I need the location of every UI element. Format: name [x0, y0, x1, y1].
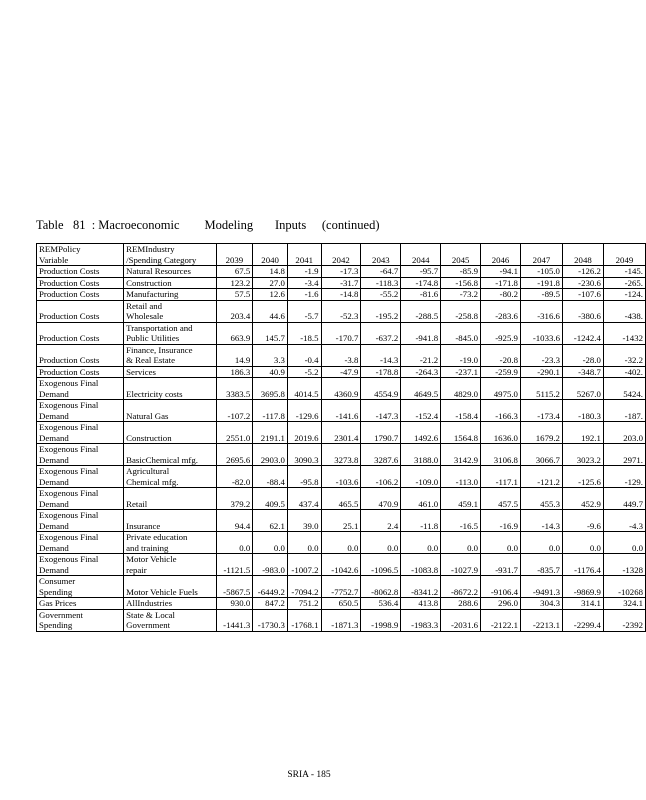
value-cell: -316.6	[520, 300, 562, 322]
value-cell: -11.8	[401, 510, 441, 532]
value-cell: 0.0	[562, 532, 603, 554]
value-cell: -1083.8	[401, 554, 441, 576]
value-cell: 437.4	[287, 488, 321, 510]
value-cell: -180.3	[562, 400, 603, 422]
value-cell: -258.8	[441, 300, 481, 322]
table-row	[37, 289, 646, 301]
value-cell: 1564.8	[441, 422, 481, 444]
policy-variable-cell: Production Costs	[37, 344, 124, 366]
spending-category-cell: Retail	[124, 488, 216, 510]
value-cell: 3023.2	[562, 444, 603, 466]
value-cell: 5115.2	[520, 378, 562, 400]
value-cell: -402.	[603, 366, 645, 378]
header-year: 2039	[216, 244, 253, 266]
value-cell: -1042.6	[321, 554, 361, 576]
value-cell: -1096.5	[361, 554, 401, 576]
macro-inputs-table-wrapper	[36, 243, 643, 632]
value-cell: 14.9	[216, 344, 253, 366]
table-row	[37, 366, 646, 378]
spending-category-cell: Motor Vehicle Fuels	[124, 576, 216, 598]
value-cell: -348.7	[562, 366, 603, 378]
table-row	[37, 598, 646, 610]
value-cell: 452.9	[562, 488, 603, 510]
value-cell: 379.2	[216, 488, 253, 510]
value-cell: -187.	[603, 400, 645, 422]
value-cell: -158.4	[441, 400, 481, 422]
value-cell: -2392	[603, 609, 645, 631]
value-cell: -6449.2	[253, 576, 288, 598]
value-cell: -129.	[603, 466, 645, 488]
value-cell: -8672.2	[441, 576, 481, 598]
value-cell: -106.2	[361, 466, 401, 488]
value-cell: -17.3	[321, 266, 361, 278]
value-cell: 0.0	[481, 532, 521, 554]
value-cell: 0.0	[603, 532, 645, 554]
table-row	[37, 422, 646, 444]
table-row	[37, 609, 646, 631]
value-cell: -14.8	[321, 289, 361, 301]
value-cell: -117.1	[481, 466, 521, 488]
policy-variable-cell: Government Spending	[37, 609, 124, 631]
value-cell: 4975.0	[481, 378, 521, 400]
value-cell: -941.8	[401, 322, 441, 344]
policy-variable-cell: Production Costs	[37, 266, 124, 278]
value-cell: 5424.	[603, 378, 645, 400]
value-cell: -94.1	[481, 266, 521, 278]
value-cell: -145.	[603, 266, 645, 278]
value-cell: 3188.0	[401, 444, 441, 466]
value-cell: -178.8	[361, 366, 401, 378]
policy-variable-cell: Exogenous Final Demand	[37, 422, 124, 444]
value-cell: -31.7	[321, 277, 361, 289]
value-cell: 459.1	[441, 488, 481, 510]
value-cell: -9106.4	[481, 576, 521, 598]
value-cell: -23.3	[520, 344, 562, 366]
policy-variable-cell: Production Costs	[37, 289, 124, 301]
value-cell: -129.6	[287, 400, 321, 422]
value-cell: 1679.2	[520, 422, 562, 444]
table-row	[37, 300, 646, 322]
policy-variable-cell: Exogenous Final Demand	[37, 466, 124, 488]
value-cell: -105.0	[520, 266, 562, 278]
value-cell: 465.5	[321, 488, 361, 510]
value-cell: -3.4	[287, 277, 321, 289]
value-cell: 3287.6	[361, 444, 401, 466]
value-cell: 930.0	[216, 598, 253, 610]
value-cell: 1492.6	[401, 422, 441, 444]
value-cell: 14.8	[253, 266, 288, 278]
value-cell: -1441.3	[216, 609, 253, 631]
spending-category-cell: Transportation and Public Utilities	[124, 322, 216, 344]
value-cell: 461.0	[401, 488, 441, 510]
policy-variable-cell: Production Costs	[37, 322, 124, 344]
policy-variable-cell: Exogenous Final Demand	[37, 510, 124, 532]
value-cell: 57.5	[216, 289, 253, 301]
header-year: 2041	[287, 244, 321, 266]
value-cell: -113.0	[441, 466, 481, 488]
value-cell: -8062.8	[361, 576, 401, 598]
value-cell: 457.5	[481, 488, 521, 510]
spending-category-cell: Agricultural Chemical mfg.	[124, 466, 216, 488]
value-cell: 663.9	[216, 322, 253, 344]
value-cell: 203.0	[603, 422, 645, 444]
spending-category-cell: Manufacturing	[124, 289, 216, 301]
spending-category-cell: Finance, Insurance & Real Estate	[124, 344, 216, 366]
spending-category-cell: Insurance	[124, 510, 216, 532]
table-row	[37, 532, 646, 554]
header-row	[37, 244, 646, 266]
spending-category-cell: Construction	[124, 422, 216, 444]
spending-category-cell: Private education and training	[124, 532, 216, 554]
value-cell: -18.5	[287, 322, 321, 344]
value-cell: -195.2	[361, 300, 401, 322]
table-row	[37, 277, 646, 289]
value-cell: -85.9	[441, 266, 481, 278]
policy-variable-cell: Production Costs	[37, 366, 124, 378]
value-cell: -237.1	[441, 366, 481, 378]
value-cell: 3273.8	[321, 444, 361, 466]
value-cell: 3142.9	[441, 444, 481, 466]
value-cell: 2191.1	[253, 422, 288, 444]
value-cell: 751.2	[287, 598, 321, 610]
policy-variable-cell: Exogenous Final Demand	[37, 444, 124, 466]
table-row	[37, 378, 646, 400]
value-cell: 123.2	[216, 277, 253, 289]
value-cell: -230.6	[562, 277, 603, 289]
value-cell: 314.1	[562, 598, 603, 610]
table-row	[37, 322, 646, 344]
value-cell: -264.3	[401, 366, 441, 378]
value-cell: -14.3	[520, 510, 562, 532]
value-cell: 3383.5	[216, 378, 253, 400]
policy-variable-cell: Exogenous Final Demand	[37, 400, 124, 422]
value-cell: 5267.0	[562, 378, 603, 400]
value-cell: 0.0	[401, 532, 441, 554]
value-cell: -1176.4	[562, 554, 603, 576]
value-cell: -20.8	[481, 344, 521, 366]
value-cell: 3066.7	[520, 444, 562, 466]
value-cell: 203.4	[216, 300, 253, 322]
value-cell: 470.9	[361, 488, 401, 510]
value-cell: -637.2	[361, 322, 401, 344]
value-cell: -125.6	[562, 466, 603, 488]
macro-inputs-table	[36, 243, 646, 632]
value-cell: -2213.1	[520, 609, 562, 631]
value-cell: -28.0	[562, 344, 603, 366]
value-cell: 0.0	[321, 532, 361, 554]
header-year: 2047	[520, 244, 562, 266]
value-cell: -147.3	[361, 400, 401, 422]
value-cell: 650.5	[321, 598, 361, 610]
header-year: 2042	[321, 244, 361, 266]
header-year: 2048	[562, 244, 603, 266]
value-cell: 847.2	[253, 598, 288, 610]
value-cell: 0.0	[361, 532, 401, 554]
value-cell: -259.9	[481, 366, 521, 378]
value-cell: -107.6	[562, 289, 603, 301]
value-cell: 409.5	[253, 488, 288, 510]
value-cell: -170.7	[321, 322, 361, 344]
spending-category-cell: Electricity costs	[124, 378, 216, 400]
value-cell: -81.6	[401, 289, 441, 301]
value-cell: 4554.9	[361, 378, 401, 400]
value-cell: -290.1	[520, 366, 562, 378]
value-cell: 145.7	[253, 322, 288, 344]
value-cell: -166.3	[481, 400, 521, 422]
value-cell: -173.4	[520, 400, 562, 422]
value-cell: -1328	[603, 554, 645, 576]
value-cell: -9491.3	[520, 576, 562, 598]
value-cell: -88.4	[253, 466, 288, 488]
value-cell: -265.	[603, 277, 645, 289]
value-cell: -5.2	[287, 366, 321, 378]
policy-variable-cell: Exogenous Final Demand	[37, 554, 124, 576]
value-cell: 0.0	[441, 532, 481, 554]
value-cell: -3.8	[321, 344, 361, 366]
value-cell: -1.6	[287, 289, 321, 301]
value-cell: -10268	[603, 576, 645, 598]
value-cell: -126.2	[562, 266, 603, 278]
value-cell: -117.8	[253, 400, 288, 422]
value-cell: -47.9	[321, 366, 361, 378]
value-cell: 25.1	[321, 510, 361, 532]
policy-variable-cell: Exogenous Final Demand	[37, 488, 124, 510]
value-cell: 27.0	[253, 277, 288, 289]
value-cell: -931.7	[481, 554, 521, 576]
value-cell: 4649.5	[401, 378, 441, 400]
value-cell: -52.3	[321, 300, 361, 322]
value-cell: -1242.4	[562, 322, 603, 344]
value-cell: 94.4	[216, 510, 253, 532]
value-cell: -16.5	[441, 510, 481, 532]
value-cell: 3695.8	[253, 378, 288, 400]
value-cell: -1033.6	[520, 322, 562, 344]
value-cell: -438.	[603, 300, 645, 322]
value-cell: -16.9	[481, 510, 521, 532]
policy-variable-cell: Production Costs	[37, 300, 124, 322]
value-cell: 455.3	[520, 488, 562, 510]
value-cell: 2971.	[603, 444, 645, 466]
table-row	[37, 400, 646, 422]
value-cell: -2122.1	[481, 609, 521, 631]
value-cell: -89.5	[520, 289, 562, 301]
value-cell: -171.8	[481, 277, 521, 289]
value-cell: 39.0	[287, 510, 321, 532]
value-cell: -9869.9	[562, 576, 603, 598]
value-cell: -55.2	[361, 289, 401, 301]
value-cell: -2299.4	[562, 609, 603, 631]
value-cell: -925.9	[481, 322, 521, 344]
value-cell: 324.1	[603, 598, 645, 610]
value-cell: 1636.0	[481, 422, 521, 444]
header-year: 2049	[603, 244, 645, 266]
value-cell: 2.4	[361, 510, 401, 532]
value-cell: -1027.9	[441, 554, 481, 576]
value-cell: -64.7	[361, 266, 401, 278]
value-cell: -103.6	[321, 466, 361, 488]
value-cell: -7752.7	[321, 576, 361, 598]
value-cell: -5867.5	[216, 576, 253, 598]
value-cell: -152.4	[401, 400, 441, 422]
value-cell: 3090.3	[287, 444, 321, 466]
spending-category-cell: BasicChemical mfg.	[124, 444, 216, 466]
header-policy-variable: REMPolicy Variable	[37, 244, 124, 266]
value-cell: -82.0	[216, 466, 253, 488]
policy-variable-cell: Production Costs	[37, 277, 124, 289]
value-cell: 40.9	[253, 366, 288, 378]
table-row	[37, 444, 646, 466]
value-cell: 449.7	[603, 488, 645, 510]
value-cell: -19.0	[441, 344, 481, 366]
value-cell: -288.5	[401, 300, 441, 322]
value-cell: 0.0	[253, 532, 288, 554]
value-cell: 304.3	[520, 598, 562, 610]
value-cell: 296.0	[481, 598, 521, 610]
value-cell: 192.1	[562, 422, 603, 444]
header-year: 2043	[361, 244, 401, 266]
value-cell: -107.2	[216, 400, 253, 422]
value-cell: -1121.5	[216, 554, 253, 576]
value-cell: -109.0	[401, 466, 441, 488]
table-caption: Table 81 : Macroeconomic Modeling Inputs (continued)	[36, 218, 380, 232]
value-cell: -124.	[603, 289, 645, 301]
value-cell: 2551.0	[216, 422, 253, 444]
table-row	[37, 510, 646, 532]
table-row	[37, 266, 646, 278]
value-cell: 67.5	[216, 266, 253, 278]
value-cell: -1998.9	[361, 609, 401, 631]
table-row	[37, 344, 646, 366]
value-cell: 4829.0	[441, 378, 481, 400]
table-row	[37, 466, 646, 488]
policy-variable-cell: Consumer Spending	[37, 576, 124, 598]
policy-variable-cell: Exogenous Final Demand	[37, 378, 124, 400]
value-cell: 44.6	[253, 300, 288, 322]
value-cell: -95.7	[401, 266, 441, 278]
value-cell: -9.6	[562, 510, 603, 532]
value-cell: -1730.3	[253, 609, 288, 631]
header-year: 2040	[253, 244, 288, 266]
spending-category-cell: State & Local Government	[124, 609, 216, 631]
value-cell: -1007.2	[287, 554, 321, 576]
value-cell: -5.7	[287, 300, 321, 322]
value-cell: -21.2	[401, 344, 441, 366]
value-cell: 2019.6	[287, 422, 321, 444]
value-cell: -1.9	[287, 266, 321, 278]
value-cell: 186.3	[216, 366, 253, 378]
value-cell: -380.6	[562, 300, 603, 322]
value-cell: -191.8	[520, 277, 562, 289]
value-cell: -283.6	[481, 300, 521, 322]
header-spending-category: REMIndustry /Spending Category	[124, 244, 216, 266]
header-year: 2046	[481, 244, 521, 266]
value-cell: 4360.9	[321, 378, 361, 400]
value-cell: 536.4	[361, 598, 401, 610]
page-footer: SRIA - 185	[287, 770, 331, 780]
value-cell: -73.2	[441, 289, 481, 301]
spending-category-cell: Retail and Wholesale	[124, 300, 216, 322]
policy-variable-cell: Gas Prices	[37, 598, 124, 610]
value-cell: -0.4	[287, 344, 321, 366]
value-cell: 1790.7	[361, 422, 401, 444]
value-cell: -118.3	[361, 277, 401, 289]
value-cell: -95.8	[287, 466, 321, 488]
header-year: 2045	[441, 244, 481, 266]
value-cell: -156.8	[441, 277, 481, 289]
value-cell: 2903.0	[253, 444, 288, 466]
spending-category-cell: AllIndustries	[124, 598, 216, 610]
value-cell: -2031.6	[441, 609, 481, 631]
value-cell: -1432	[603, 322, 645, 344]
spending-category-cell: Construction	[124, 277, 216, 289]
value-cell: -4.3	[603, 510, 645, 532]
value-cell: -121.2	[520, 466, 562, 488]
value-cell: -1768.1	[287, 609, 321, 631]
header-year: 2044	[401, 244, 441, 266]
value-cell: 62.1	[253, 510, 288, 532]
value-cell: -14.3	[361, 344, 401, 366]
spending-category-cell: Motor Vehicle repair	[124, 554, 216, 576]
value-cell: -835.7	[520, 554, 562, 576]
value-cell: 3106.8	[481, 444, 521, 466]
value-cell: 12.6	[253, 289, 288, 301]
value-cell: 0.0	[287, 532, 321, 554]
value-cell: 4014.5	[287, 378, 321, 400]
spending-category-cell: Natural Resources	[124, 266, 216, 278]
table-row	[37, 554, 646, 576]
value-cell: 0.0	[216, 532, 253, 554]
value-cell: -845.0	[441, 322, 481, 344]
value-cell: -32.2	[603, 344, 645, 366]
value-cell: 2301.4	[321, 422, 361, 444]
value-cell: -80.2	[481, 289, 521, 301]
value-cell: -141.6	[321, 400, 361, 422]
value-cell: -983.0	[253, 554, 288, 576]
value-cell: -8341.2	[401, 576, 441, 598]
table-row	[37, 488, 646, 510]
value-cell: 3.3	[253, 344, 288, 366]
policy-variable-cell: Exogenous Final Demand	[37, 532, 124, 554]
value-cell: -174.8	[401, 277, 441, 289]
value-cell: -1983.3	[401, 609, 441, 631]
value-cell: 288.6	[441, 598, 481, 610]
spending-category-cell: Natural Gas	[124, 400, 216, 422]
value-cell: -7094.2	[287, 576, 321, 598]
value-cell: -1871.3	[321, 609, 361, 631]
table-body	[37, 266, 646, 632]
value-cell: 2695.6	[216, 444, 253, 466]
spending-category-cell: Services	[124, 366, 216, 378]
table-row	[37, 576, 646, 598]
value-cell: 0.0	[520, 532, 562, 554]
value-cell: 413.8	[401, 598, 441, 610]
